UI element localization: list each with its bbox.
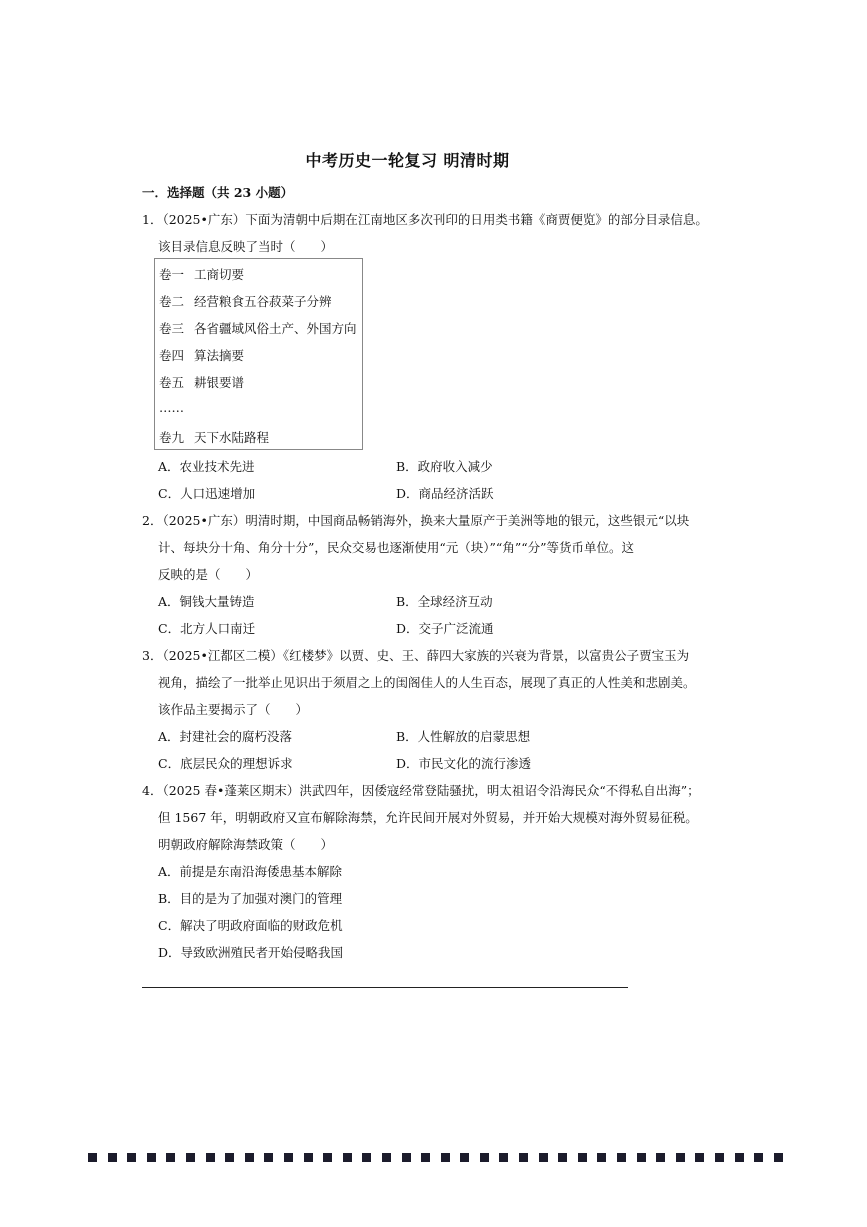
q4-stem-line-1: 4．（2025 春•蓬莱区期末）洪武四年，因倭寇经常登陆骚扰，明太祖诏令沿海民众“不得私自出海”； — [142, 783, 700, 798]
decorative-dot — [578, 1153, 587, 1162]
q3-option-b[interactable]: B．人性解放的启蒙思想 — [396, 729, 531, 744]
q4-option-a[interactable]: A．前提是东南沿海倭患基本解除 — [158, 864, 343, 879]
toc-volume: 卷二 — [159, 294, 185, 309]
decorative-dot — [774, 1153, 783, 1162]
footer-divider — [142, 987, 628, 988]
decorative-dot — [656, 1153, 665, 1162]
decorative-dot — [676, 1153, 685, 1162]
decorative-dot — [519, 1153, 528, 1162]
q4-stem-line-3: 明朝政府解除海禁政策（ ） — [158, 837, 334, 852]
toc-title: 各省疆域风俗土产、外国方向 — [194, 321, 357, 336]
decorative-dot — [225, 1153, 234, 1162]
q1-option-d[interactable]: D．商品经济活跃 — [396, 486, 494, 501]
toc-row — [159, 292, 332, 310]
toc-volume: …… — [159, 400, 184, 415]
toc-row — [159, 319, 357, 337]
toc-title: 耕银要谱 — [194, 375, 245, 390]
decorative-dot — [597, 1153, 606, 1162]
q3-stem-line-1: 3．（2025•江都区二模）《红楼梦》以贾、史、王、薛四大家族的兴衰为背景，以富贵公子贾宝玉为 — [142, 648, 690, 663]
q2-stem-line-3: 反映的是（ ） — [158, 567, 259, 582]
decorative-dot — [323, 1153, 332, 1162]
q4-option-c[interactable]: C．解决了明政府面临的财政危机 — [158, 918, 343, 933]
toc-title: 算法摘要 — [194, 348, 245, 363]
q1-option-c[interactable]: C．人口迅速增加 — [158, 486, 256, 501]
q3-stem-line-3: 该作品主要揭示了（ ） — [158, 702, 309, 717]
q3-option-d[interactable]: D．市民文化的流行渗透 — [396, 756, 532, 771]
toc-row — [159, 346, 244, 364]
decorative-dot — [284, 1153, 293, 1162]
toc-row — [159, 373, 244, 391]
q4-option-d[interactable]: D．导致欧洲殖民者开始侵略我国 — [158, 945, 344, 960]
q2-stem-line-1: 2．（2025•广东）明清时期，中国商品畅销海外，换来大量原产于美洲等地的银元，这些银元“以块 — [142, 513, 690, 528]
decorative-dot — [695, 1153, 704, 1162]
toc-volume: 卷五 — [159, 375, 185, 390]
decorative-dot — [402, 1153, 411, 1162]
toc-row — [159, 400, 194, 415]
decorative-dot — [421, 1153, 430, 1162]
toc-volume: 卷一 — [159, 267, 185, 282]
decorative-dot — [108, 1153, 117, 1162]
decorative-dot — [147, 1153, 156, 1162]
decorative-dot — [480, 1153, 489, 1162]
decorative-dot — [127, 1153, 136, 1162]
decorative-dot-border — [88, 1153, 783, 1162]
q1-stem-line-2: 该目录信息反映了当时（ ） — [158, 239, 334, 254]
q2-option-d[interactable]: D．交子广泛流通 — [396, 621, 494, 636]
q1-table-of-contents — [154, 258, 363, 450]
q4-option-b[interactable]: B．目的是为了加强对澳门的管理 — [158, 891, 343, 906]
q2-stem-line-2: 计、每块分十角、角分十分”，民众交易也逐渐使用“元（块）”“角”“分”等货币单位。这 — [158, 540, 634, 555]
decorative-dot — [206, 1153, 215, 1162]
q2-option-c[interactable]: C．北方人口南迁 — [158, 621, 256, 636]
q3-option-a[interactable]: A．封建社会的腐朽没落 — [158, 729, 293, 744]
toc-volume: 卷四 — [159, 348, 185, 363]
decorative-dot — [362, 1153, 371, 1162]
decorative-dot — [304, 1153, 313, 1162]
decorative-dot — [558, 1153, 567, 1162]
decorative-dot — [382, 1153, 391, 1162]
toc-row — [159, 265, 244, 283]
q3-stem-line-2: 视角，描绘了一批举止见识出于须眉之上的闺阁佳人的人生百态，展现了真正的人性美和悲剧美。 — [158, 675, 696, 690]
toc-title: 工商切要 — [194, 267, 245, 282]
decorative-dot — [343, 1153, 352, 1162]
decorative-dot — [499, 1153, 508, 1162]
decorative-dot — [637, 1153, 646, 1162]
toc-title: 天下水陆路程 — [194, 430, 270, 445]
decorative-dot — [735, 1153, 744, 1162]
decorative-dot — [617, 1153, 626, 1162]
toc-row — [159, 428, 269, 446]
q2-option-a[interactable]: A．铜钱大量铸造 — [158, 594, 255, 609]
decorative-dot — [88, 1153, 97, 1162]
q4-stem-line-2: 但 1567 年，明朝政府又宣布解除海禁，允许民间开展对外贸易，并开始大规模对海外贸易征税。 — [158, 810, 698, 825]
decorative-dot — [441, 1153, 450, 1162]
decorative-dot — [264, 1153, 273, 1162]
decorative-dot — [460, 1153, 469, 1162]
q1-option-b[interactable]: B．政府收入减少 — [396, 459, 493, 474]
page-title: 中考历史一轮复习 明清时期 — [305, 151, 510, 170]
section-heading: 一．选择题（共 23 小题） — [142, 185, 294, 200]
toc-volume: 卷九 — [159, 430, 185, 445]
q2-option-b[interactable]: B．全球经济互动 — [396, 594, 493, 609]
toc-title: 经营粮食五谷菽菜子分辨 — [194, 294, 332, 309]
decorative-dot — [245, 1153, 254, 1162]
decorative-dot — [166, 1153, 175, 1162]
toc-volume: 卷三 — [159, 321, 185, 336]
decorative-dot — [539, 1153, 548, 1162]
q1-option-a[interactable]: A．农业技术先进 — [158, 459, 255, 474]
decorative-dot — [186, 1153, 195, 1162]
q1-stem-line-1: 1．（2025•广东）下面为清朝中后期在江南地区多次刊印的日用类书籍《商贾便览》的部分目录信息。 — [142, 212, 708, 227]
q3-option-c[interactable]: C．底层民众的理想诉求 — [158, 756, 293, 771]
decorative-dot — [754, 1153, 763, 1162]
decorative-dot — [715, 1153, 724, 1162]
